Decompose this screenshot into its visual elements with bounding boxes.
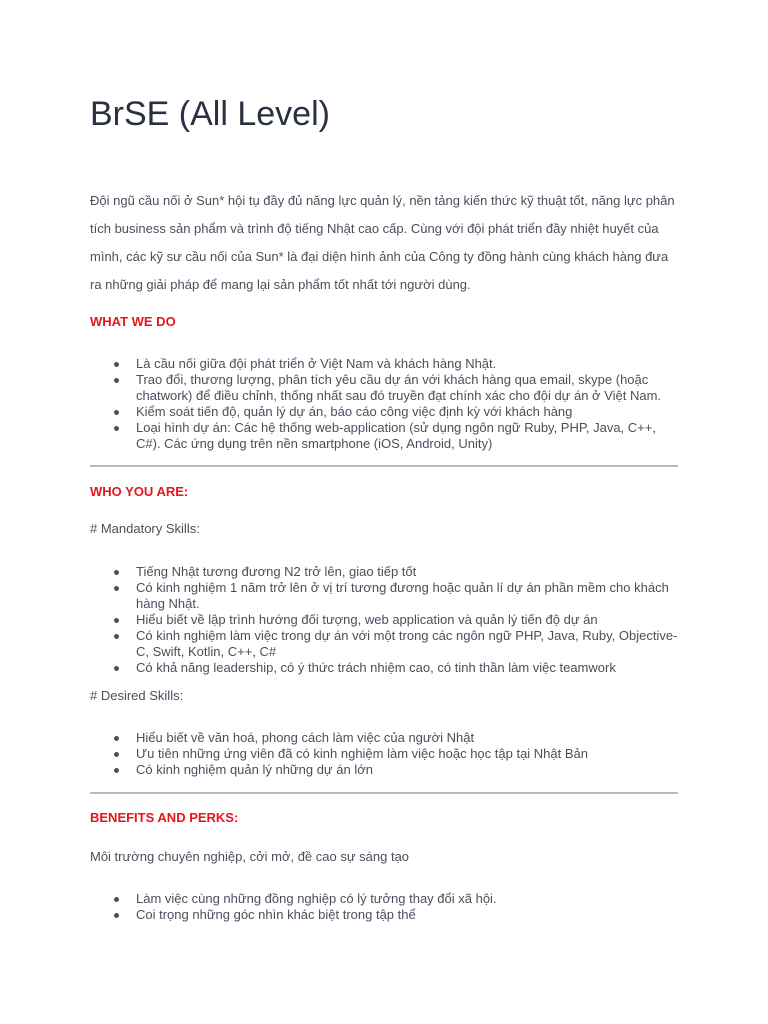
- list-item: [90, 891, 678, 907]
- list-item: [90, 907, 678, 923]
- list-item: [90, 420, 678, 452]
- section-divider: [90, 465, 678, 467]
- list-item: [90, 372, 678, 404]
- desired-skills-list: [90, 730, 678, 778]
- page-title: BrSE (All Level): [90, 95, 330, 133]
- bullet-icon: [114, 426, 119, 431]
- bullet-icon: [114, 897, 119, 902]
- list-item-text: Hiểu biết về văn hoá, phong cách làm việc của người Nhật: [136, 730, 475, 745]
- bullet-icon: [114, 634, 119, 639]
- bullet-icon: [114, 768, 119, 773]
- list-item-text: Trao đổi, thương lượng, phân tích yêu cầu dự án với khách hàng qua email, skype (hoặc chatwork) để điều chỉnh, thống nhất sau đó truyền đạt chính xác cho đội dự án ở Việt Nam.: [136, 372, 662, 403]
- list-item-text: Coi trọng những góc nhìn khác biệt trong tập thể: [136, 907, 416, 922]
- list-item-text: Tiếng Nhật tương đương N2 trở lên, giao tiếp tốt: [136, 564, 417, 579]
- list-item-text: Kiểm soát tiến độ, quản lý dự án, báo cáo công việc định kỳ với khách hàng: [136, 404, 573, 419]
- list-item-text: Có khả năng leadership, có ý thức trách nhiệm cao, có tinh thần làm việc teamwork: [136, 660, 616, 675]
- what-we-do-list: [90, 356, 678, 452]
- mandatory-skills-list: [90, 564, 678, 676]
- bullet-icon: [114, 586, 119, 591]
- list-item: [90, 660, 678, 676]
- bullet-icon: [114, 736, 119, 741]
- list-item-text: Ưu tiên những ứng viên đã có kinh nghiệm làm việc hoặc học tập tại Nhật Bản: [136, 746, 588, 761]
- bullet-icon: [114, 410, 119, 415]
- list-item-text: Có kinh nghiệm quản lý những dự án lớn: [136, 762, 373, 777]
- bullet-icon: [114, 666, 119, 671]
- list-item-text: Loại hình dự án: Các hệ thống web-application (sử dụng ngôn ngữ Ruby, PHP, Java, C++, C#). Các ứng dụng trên nền smartphone (iOS, Android, Unity): [136, 420, 656, 451]
- list-item: [90, 580, 678, 612]
- list-item: [90, 564, 678, 580]
- bullet-icon: [114, 913, 119, 918]
- list-item: [90, 612, 678, 628]
- benefits-lead: Môi trường chuyên nghiệp, cởi mở, đề cao sự sáng tạo: [90, 849, 410, 864]
- mandatory-skills-label: # Mandatory Skills:: [90, 521, 200, 536]
- bullet-icon: [114, 618, 119, 623]
- what-we-do-heading-text: WHAT WE DO: [90, 314, 176, 329]
- bullet-icon: [114, 752, 119, 757]
- list-item-text: Có kinh nghiệm làm việc trong dự án với một trong các ngôn ngữ PHP, Java, Ruby, Objective-C, Swift, Kotlin, C++, C#: [136, 628, 678, 659]
- list-item: [90, 404, 678, 420]
- bullet-icon: [114, 570, 119, 575]
- benefits-heading: BENEFITS AND PERKS:: [90, 810, 239, 825]
- benefits-list: [90, 891, 678, 923]
- list-item-text: Làm việc cùng những đồng nghiệp có lý tưởng thay đổi xã hội.: [136, 891, 497, 906]
- list-item: [90, 730, 678, 746]
- what-we-do-heading: [90, 313, 176, 331]
- section-divider: [90, 792, 678, 794]
- list-item-text: Có kinh nghiệm 1 năm trở lên ở vị trí tương đương hoặc quản lí dự án phần mềm cho khách hàng Nhật.: [136, 580, 669, 611]
- desired-skills-label: # Desired Skills:: [90, 688, 184, 703]
- list-item-text: Hiểu biết về lập trình hướng đối tượng, web application và quản lý tiến độ dự án: [136, 612, 598, 627]
- list-item: [90, 746, 678, 762]
- list-item-text: Là cầu nối giữa đội phát triển ở Việt Nam và khách hàng Nhật.: [136, 356, 497, 371]
- bullet-icon: [114, 378, 119, 383]
- who-you-are-heading: WHO YOU ARE:: [90, 484, 189, 499]
- list-item: [90, 356, 678, 372]
- list-item: [90, 762, 678, 778]
- list-item: [90, 628, 678, 660]
- intro-paragraph: Đội ngũ cầu nối ở Sun* hội tụ đầy đủ năng lực quản lý, nền tảng kiến thức kỹ thuật tốt, năng lực phân tích business sản phẩm và trình độ tiếng Nhật cao cấp. Cùng với đội phát triển đầy nhiệt huyết của mình, các kỹ sư cầu nối của Sun* là đại diện hình ảnh của Công ty đồng hành cùng khách hàng đưa ra những giải pháp để mang lại sản phẩm tốt nhất tới người dùng.: [90, 193, 675, 292]
- bullet-icon: [114, 362, 119, 367]
